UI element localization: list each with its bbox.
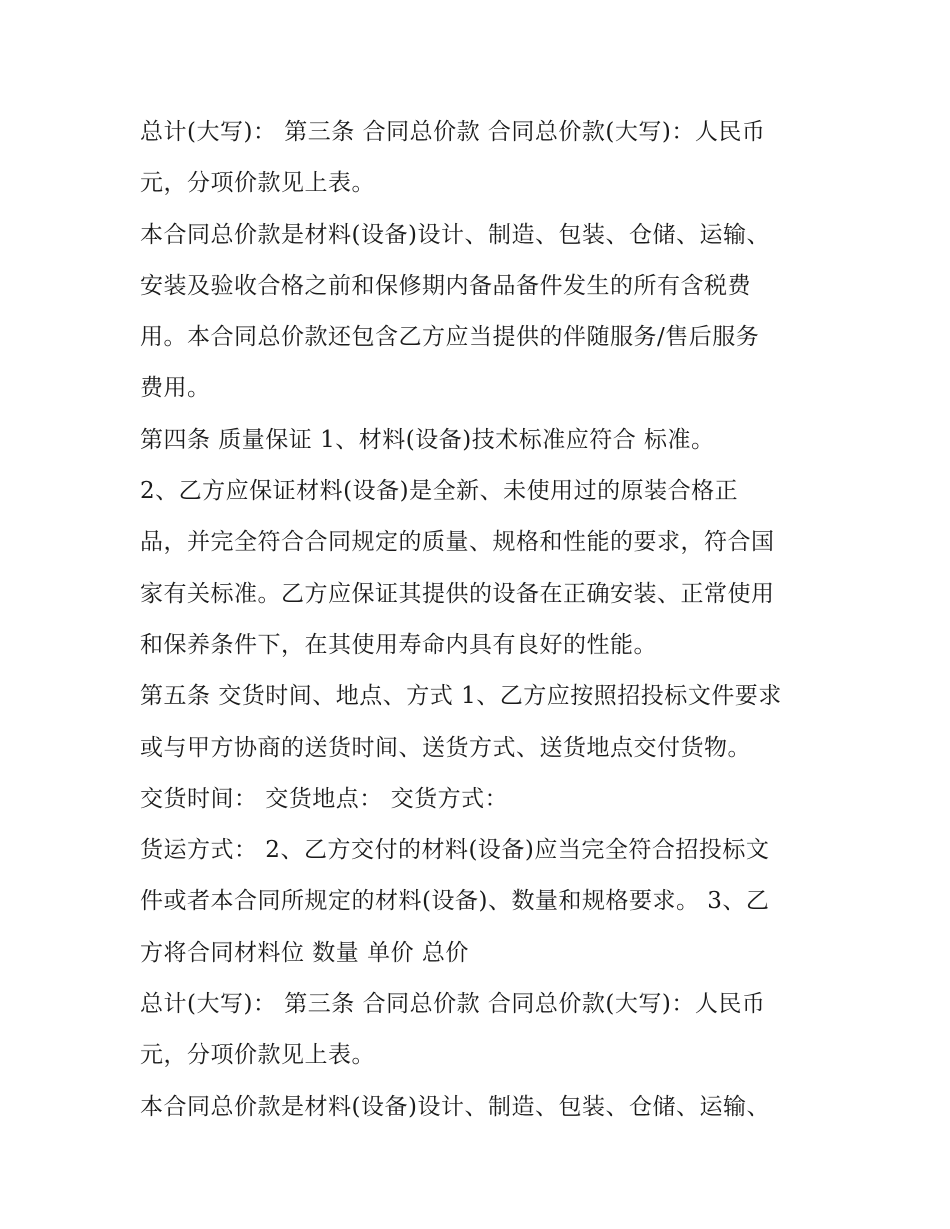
text-line: 第四条 质量保证 1、材料(设备)技术标准应符合 标准。 <box>140 426 715 453</box>
text-line: 第五条 交货时间、地点、方式 1、乙方应按照招投标文件要求 <box>140 683 782 710</box>
text-line: 本合同总价款是材料(设备)设计、制造、包装、仓储、运输、 <box>140 221 770 248</box>
text-line: 用。本合同总价款还包含乙方应当提供的伴随服务/售后服务 <box>140 324 760 351</box>
document-body <box>140 107 820 1133</box>
text-line: 交货时间： 交货地点： 交货方式： <box>140 785 509 812</box>
text-line: 总计(大写)： 第三条 合同总价款 合同总价款(大写)：人民币 <box>140 991 766 1018</box>
text-line: 费用。 <box>140 375 211 402</box>
text-line: 家有关标准。乙方应保证其提供的设备在正确安装、正常使用 <box>140 580 775 607</box>
text-line: 元，分项价款见上表。 <box>140 1042 375 1069</box>
text-line: 货运方式： 2、乙方交付的材料(设备)应当完全符合招投标文 <box>140 837 770 864</box>
text-line: 方将合同材料位 数量 单价 总价 <box>140 939 469 966</box>
text-line: 2、乙方应保证材料(设备)是全新、未使用过的原装合格正 <box>140 478 739 505</box>
text-line: 安装及验收合格之前和保修期内备品备件发生的所有含税费 <box>140 272 751 299</box>
text-line: 总计(大写)： 第三条 合同总价款 合同总价款(大写)：人民币 <box>140 119 766 145</box>
text-line: 和保养条件下，在其使用寿命内具有良好的性能。 <box>140 631 657 658</box>
text-line: 本合同总价款是材料(设备)设计、制造、包装、仓储、运输、 <box>140 1093 770 1120</box>
text-line: 品，并完全符合合同规定的质量、规格和性能的要求，符合国 <box>140 529 775 556</box>
text-line: 件或者本合同所规定的材料(设备)、数量和规格要求。 3、乙 <box>140 888 770 915</box>
text-line: 元，分项价款见上表。 <box>140 170 375 197</box>
text-line: 或与甲方协商的送货时间、送货方式、送货地点交付货物。 <box>140 734 751 761</box>
